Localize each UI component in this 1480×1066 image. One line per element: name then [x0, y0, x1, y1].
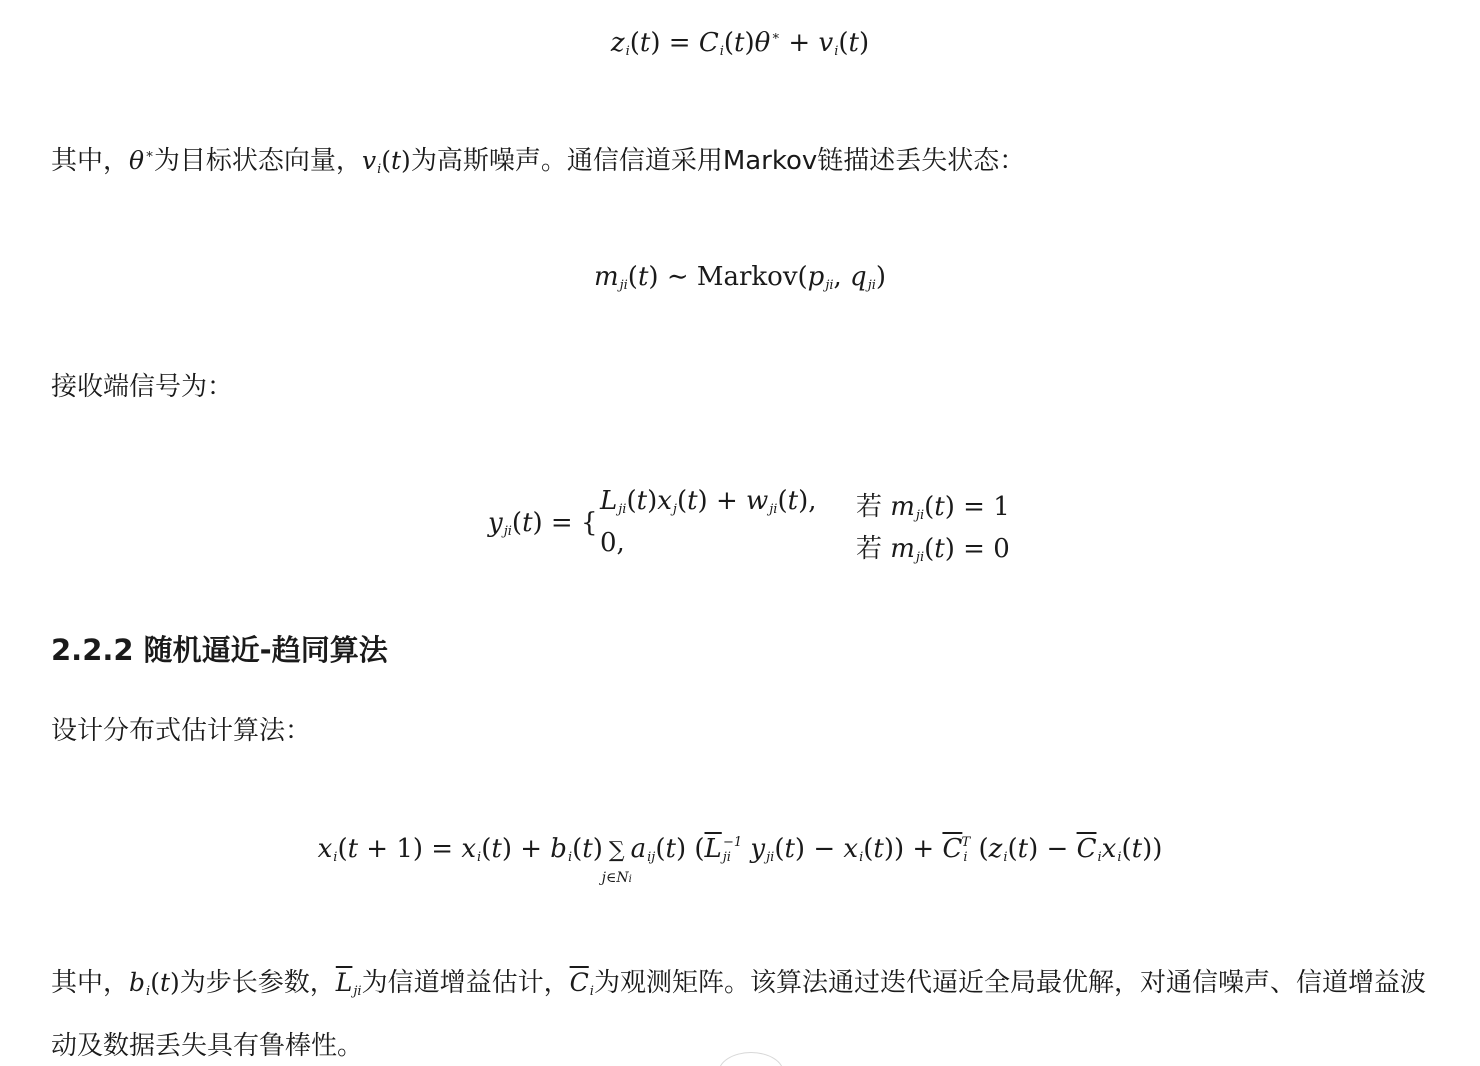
para1-suffix: 为高斯噪声。通信信道采用Markov链描述丢失状态：: [410, 146, 1026, 176]
theta-symbol: θ∗: [129, 146, 154, 175]
piecewise-case-2: 0,: [600, 528, 625, 558]
para1-mid: 为目标状态向量，: [153, 146, 362, 176]
para4-text-1: 为步长参数，: [179, 968, 336, 998]
summation-symbol: ∑ j∈Ni: [601, 838, 632, 886]
equation-observation: zi(t) = Ci(t)θ∗ + vi(t): [610, 28, 870, 59]
observation-matrix-symbol: $\overline{C}i$: [569, 968, 594, 999]
equation-received-signal: [488, 486, 1048, 566]
para2-text: 接收端信号为：: [51, 372, 234, 402]
noise-symbol: vi(t): [361, 146, 411, 177]
piecewise-cond-2: 若 mji(t) = 0: [856, 534, 1010, 565]
para4-prefix: 其中，: [51, 968, 130, 998]
paragraph-receiver: [51, 360, 233, 414]
section-heading: 2.2.2 随机逼近-趋同算法: [51, 633, 388, 667]
para4-text-3: 为观测矩阵。该算法通过迭代逼近全局最优解，对通信噪声、信道增益波动及数据丢失具有鲁棒性。: [51, 968, 1426, 1061]
piecewise-cond-1: 若 mji(t) = 1: [856, 492, 1010, 523]
paragraph-algorithm-intro: [51, 704, 311, 758]
para4-text-2: 为信道增益估计，: [361, 968, 570, 998]
paragraph-state-vector: [51, 128, 1025, 197]
para3-text: 设计分布式估计算法：: [51, 716, 312, 746]
piecewise-case-1: Lji(t)xj(t) + wji(t),: [600, 486, 817, 517]
equation-update-rule: xi(t + 1) = xi(t) + bi(t) ∑ j∈Ni aij(t) ($\overline{L}ji^{-1}$ $yji(t) - xi(t)) + \overline{C}i^T$ $(zi(t) - \overline{C}ixi(t))$: [317, 834, 1163, 886]
paragraph-explanation: [51, 956, 1451, 1066]
equation-markov: mji(t) ∼ Markov(pji, qji): [593, 262, 887, 293]
channel-gain-symbol: $\overline{L}ji$: [335, 968, 362, 999]
step-size-symbol: bi(t): [129, 968, 180, 999]
piecewise-lhs: yji(t) = {: [488, 508, 598, 539]
para1-prefix: 其中，: [51, 146, 130, 176]
